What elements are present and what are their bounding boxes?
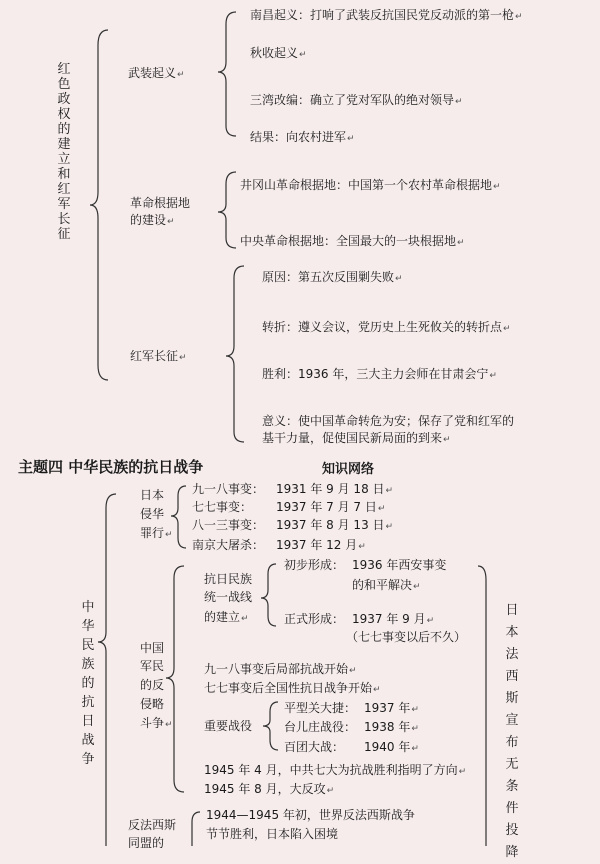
uf-initial-line1: 1936 年西安事变 — [352, 558, 447, 572]
local-resistance-line: 九一八事变后局部抗战开始 ↵ — [204, 662, 357, 679]
antifascist-item2: 节节胜利，日本陷入困境 — [206, 827, 339, 841]
antifascist-label-line1: 反法西斯 — [128, 818, 177, 832]
uf-formal-line1: 1937 年 9 月 ↵ — [352, 612, 434, 629]
battle-name-taierzhuang: 台儿庄战役： — [284, 720, 357, 734]
section-subtitle: 知识网络 — [322, 462, 375, 477]
united-front-label-line3: 的建立 ↵ — [204, 610, 249, 627]
crime-date-nanjing: 1937 年 12 月 ↵ — [276, 538, 366, 555]
item-turning-point: 转折：遵义会议，党历史上生死攸关的转折点 ↵ — [262, 320, 511, 337]
group-armed-uprising-label: 武装起义 ↵ — [128, 66, 185, 83]
antifascist-item1: 1944—1945 年初，世界反法西斯战争 — [206, 808, 415, 822]
uf-initial-name: 初步形成： — [284, 558, 345, 572]
battles-label: 重要战役 — [204, 719, 253, 733]
national-resistance-line: 七七事变后全国性抗日战争开始 ↵ — [204, 681, 381, 698]
group-long-march-label: 红军长征 ↵ — [130, 349, 187, 366]
battle-date-taierzhuang: 1938 年 ↵ — [364, 720, 419, 737]
item-sanwan-reorg: 三湾改编：确立了党对军队的绝对领导 ↵ — [250, 93, 463, 110]
crimes-label-line3: 罪行 ↵ — [140, 526, 173, 543]
crimes-label-line2: 侵华 — [140, 507, 165, 521]
crime-name-77: 七七事变： — [192, 500, 253, 514]
crime-date-813: 1937 年 8 月 13 日 ↵ — [276, 518, 393, 535]
item-victory: 胜利：1936 年，三大主力会师在甘肃会宁 ↵ — [262, 367, 497, 384]
battle-date-hundred-regiments: 1940 年 ↵ — [364, 740, 419, 757]
united-front-label-line2: 统一战线 — [204, 590, 253, 604]
antifascist-label-line2: 同盟的 — [128, 836, 165, 850]
crimes-label-line1: 日本 — [140, 488, 165, 502]
crime-name-813: 八一三事变： — [192, 518, 265, 532]
item-significance-line2: 基干力量，促使国民新局面的到来 ↵ — [262, 431, 451, 448]
crime-date-918: 1931 年 9 月 18 日 ↵ — [276, 482, 393, 499]
uf-formal-line2: （七七事变以后不久） — [346, 630, 467, 644]
crime-name-918: 九一八事变： — [192, 482, 265, 496]
uf-formal-name: 正式形成： — [284, 612, 345, 626]
item-central-base: 中央革命根据地：全国最大的一块根据地 ↵ — [240, 234, 465, 251]
item-jinggangshan: 井冈山革命根据地：中国第一个农村革命根据地 ↵ — [240, 178, 501, 195]
crime-name-nanjing: 南京大屠杀： — [192, 538, 265, 552]
section-title: 主题四 中华民族的抗日战争 — [18, 458, 204, 476]
item-result: 结果：向农村进军 ↵ — [250, 130, 355, 147]
resistance-label-line5: 斗争 ↵ — [140, 716, 173, 733]
resistance-label-line3: 的反 — [140, 678, 165, 692]
group-base-label-line2: 的建设 ↵ — [130, 213, 175, 230]
counteroffensive-line: 1945 年 8 月，大反攻 ↵ — [204, 782, 334, 799]
part1-vertical-title: 红色政权的建立和红军长征 — [57, 62, 71, 242]
resistance-label-line4: 侵略 — [140, 697, 165, 711]
uf-initial-line2: 的和平解决 ↵ — [352, 578, 421, 595]
seventh-congress-line: 1945 年 4 月，中共七大为抗战胜利指明了方向 ↵ — [204, 763, 466, 780]
crime-date-77: 1937 年 7 月 7 日 ↵ — [276, 500, 385, 517]
part2-vertical-title: 中华民族的抗日战争 — [81, 600, 95, 767]
item-significance-line1: 意义：使中国革命转危为安；保存了党和红军的 — [262, 414, 515, 428]
item-nanchang-uprising: 南昌起义：打响了武装反抗国民党反动派的第一枪 ↵ — [250, 8, 523, 25]
item-reason: 原因：第五次反围剿失败 ↵ — [262, 270, 403, 287]
resistance-label-line2: 军民 — [140, 659, 165, 673]
item-autumn-harvest: 秋收起义 ↵ — [250, 46, 307, 63]
group-base-label-line1: 革命根据地 — [130, 196, 191, 210]
battle-date-pingxingguan: 1937 年 ↵ — [364, 701, 419, 718]
resistance-label-line1: 中国 — [140, 641, 165, 655]
right-vertical-title: 日本法西斯宣布无条件投降 — [505, 603, 519, 860]
battle-name-hundred-regiments: 百团大战： — [284, 740, 345, 754]
battle-name-pingxingguan: 平型关大捷： — [284, 701, 357, 715]
united-front-label-line1: 抗日民族 — [204, 572, 253, 586]
